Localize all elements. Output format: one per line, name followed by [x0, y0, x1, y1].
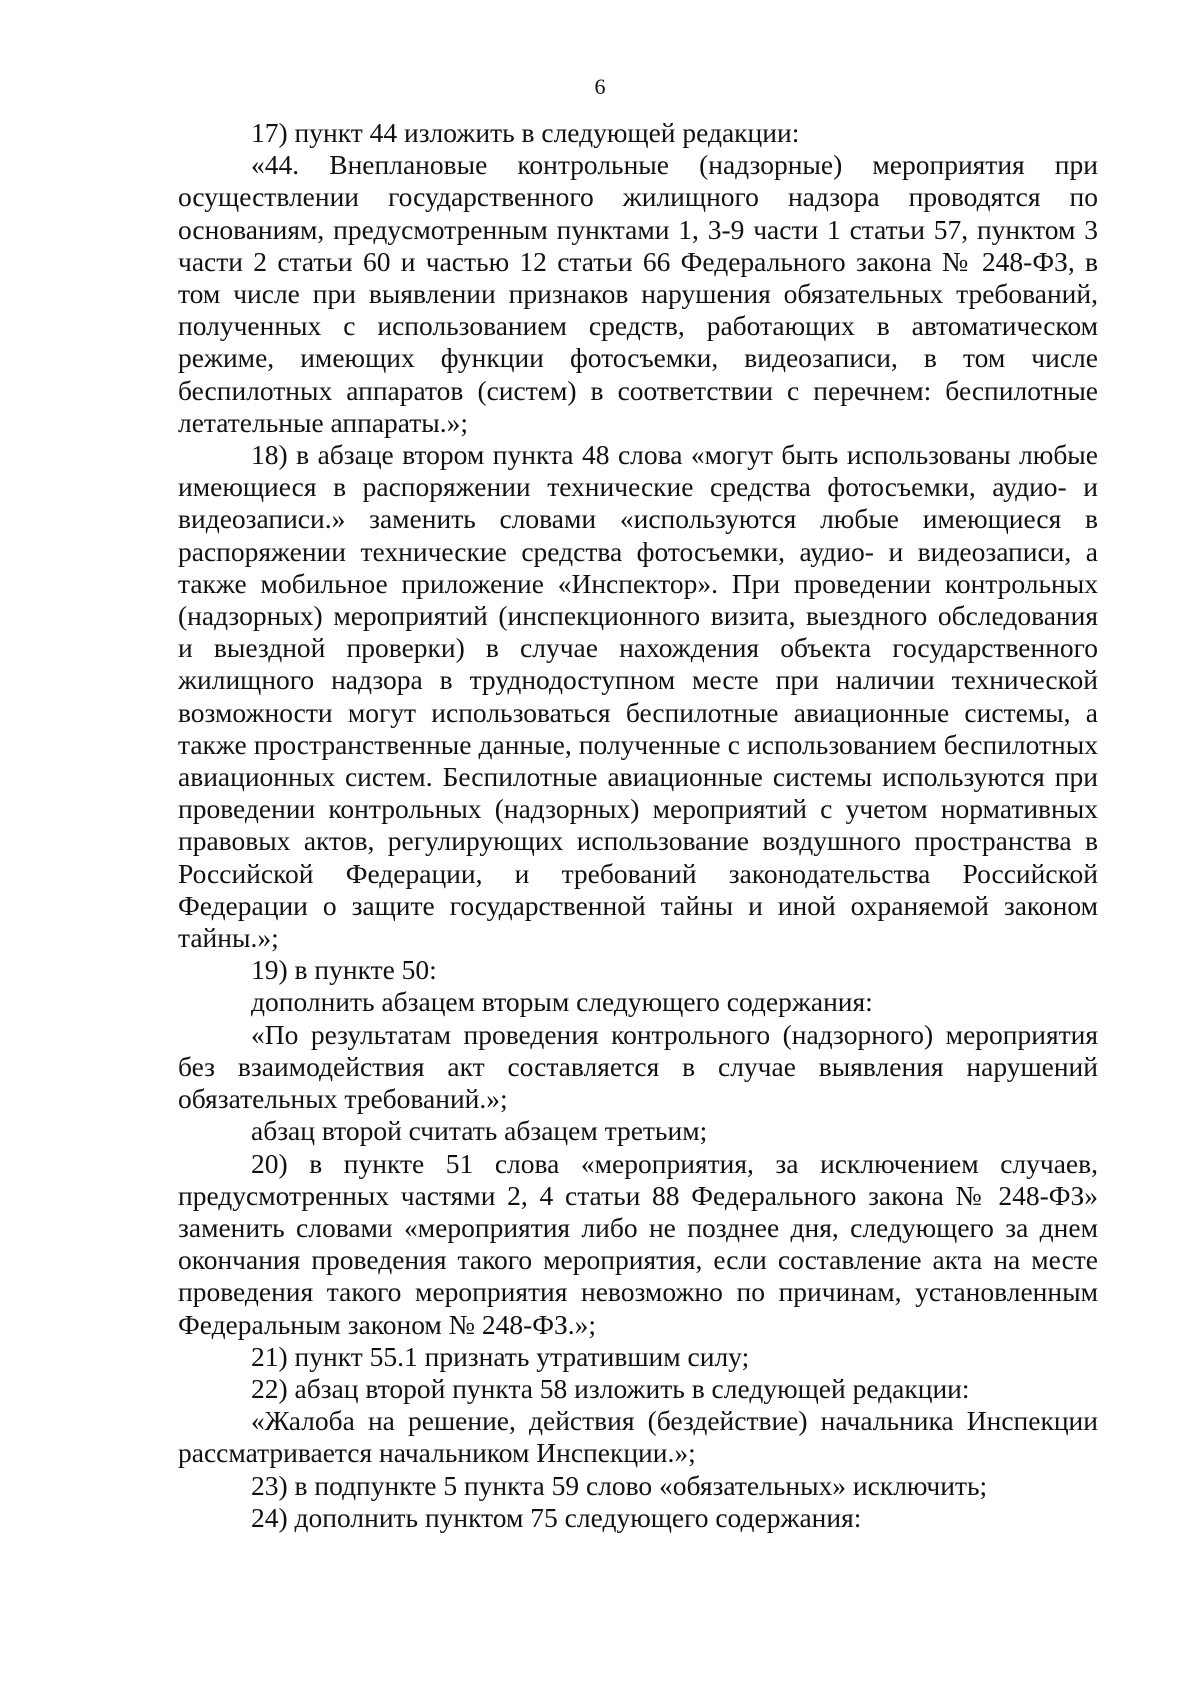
paragraph-item-18: 18) в абзаце втором пункта 48 слова «могут быть использованы любые имеющиеся в распоряжении технические средства фотосъемки, аудио- и видеозаписи.» заменить словами «используются любые имеющиеся в распоряжении технические средства фотосъемки, аудио- и видеозаписи, а также мобильное приложение «Инспектор». При проведении контрольных (надзорных) мероприятий (инспекционного визита, выездного обследования и выездной проверки) в случае нахождения объекта государственного жилищного надзора в труднодоступном месте при наличии технической возможности могут использоваться беспилотные авиационные системы, а также пространственные данные, полученные с использованием беспилотных авиационных систем. Беспилотные авиационные системы используются при проведении контрольных (надзорных) мероприятий с учетом нормативных правовых актов, регулирующих использование воздушного пространства в Российской Федерации, и требований законодательства Российской Федерации о защите государственной тайны и иной охраняемой законом тайны.»; [178, 439, 1098, 954]
paragraph-item-22: 22) абзац второй пункта 58 изложить в следующей редакции: [251, 1372, 970, 1404]
paragraph-item-20: 20) в пункте 51 слова «мероприятия, за исключением случаев, предусмотренных частями 2, 4 статьи 88 Федерального закона № 248-ФЗ» заменить словами «мероприятия либо не позднее дня, следующего за днем окончания проведения такого мероприятия, если составление акта на месте проведения такого мероприятия невозможно по причинам, установленным Федеральным законом № 248-ФЗ.»; [178, 1147, 1098, 1340]
paragraph-add-second-abzac: дополнить абзацем вторым следующего содержания: [251, 986, 873, 1018]
page-number: 6 [594, 74, 606, 99]
paragraph-item-23: 23) в подпункте 5 пункта 59 слово «обязательных» исключить; [251, 1469, 988, 1501]
paragraph-quote-results: «По результатам проведения контрольного (надзорного) мероприятия без взаимодействия акт составляется в случае выявления нарушений обязательных требований.»; [178, 1018, 1098, 1115]
paragraph-quote-complaint: «Жалоба на решение, действия (бездействие) начальника Инспекции рассматривается начальником Инспекции.»; [178, 1405, 1098, 1469]
paragraph-item-21: 21) пункт 55.1 признать утратившим силу; [251, 1340, 750, 1372]
paragraph-item-19: 19) в пункте 50: [251, 954, 437, 986]
paragraph-second-to-third: абзац второй считать абзацем третьим; [251, 1115, 708, 1147]
paragraph-item-24: 24) дополнить пунктом 75 следующего содержания: [251, 1501, 862, 1533]
paragraph-item-17: 17) пункт 44 изложить в следующей редакции: [251, 117, 800, 148]
document-body [178, 117, 1098, 1534]
paragraph-quote-44: «44. Внеплановые контрольные (надзорные) мероприятия при осуществлении государственного жилищного надзора проводятся по основаниям, предусмотренным пунктами 1, 3-9 части 1 статьи 57, пунктом 3 части 2 статьи 60 и частью 12 статьи 66 Федерального закона № 248-ФЗ, в том числе при выявлении признаков нарушения обязательных требований, полученных с использованием средств, работающих в автоматическом режиме, имеющих функции фотосъемки, видеозаписи, в том числе беспилотных аппаратов (систем) в соответствии с перечнем: беспилотные летательные аппараты.»; [178, 149, 1098, 438]
